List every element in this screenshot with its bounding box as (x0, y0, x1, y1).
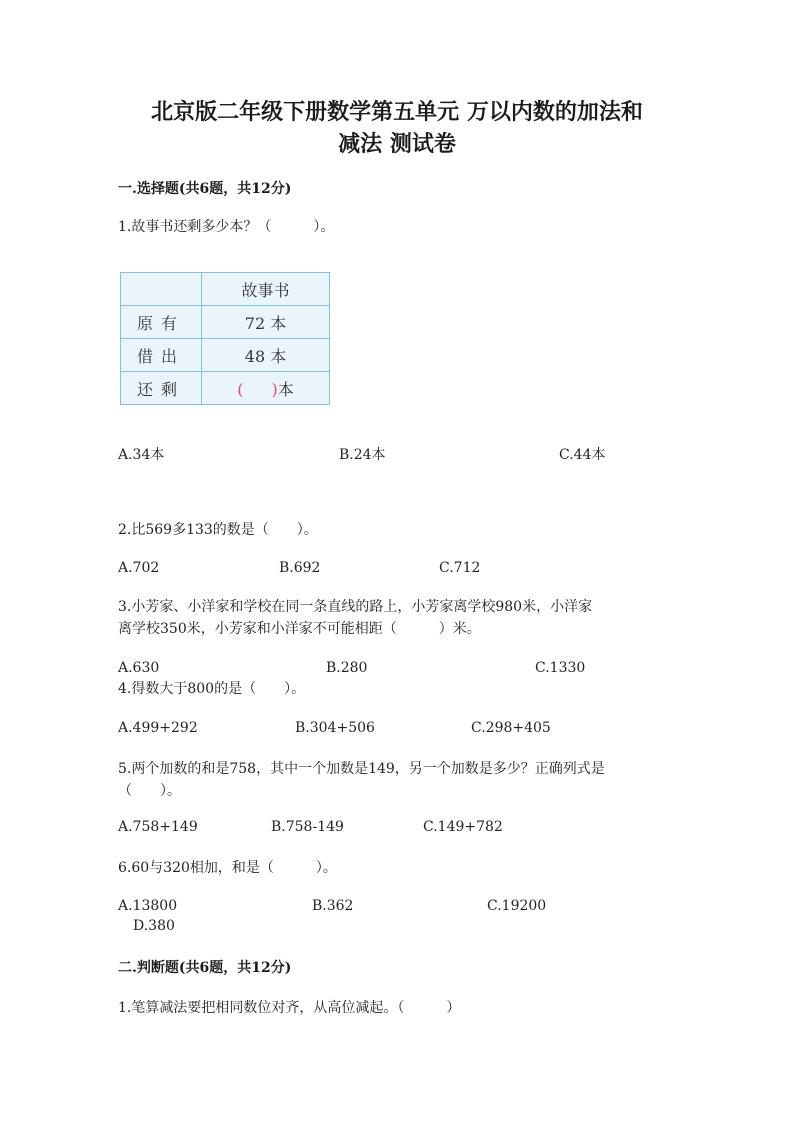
q1-option-a[interactable]: A.34本 (118, 447, 165, 463)
q1-option-b[interactable]: B.24本 (339, 447, 386, 463)
table-row-value: 48 本 (202, 339, 330, 372)
q6-option-c[interactable]: C.19200 (487, 898, 547, 914)
q2-option-a[interactable]: A.702 (118, 560, 160, 576)
q3-option-a[interactable]: A.630 (118, 660, 160, 676)
q6-option-d[interactable]: D.380 (133, 918, 175, 934)
q2-option-c[interactable]: C.712 (439, 560, 481, 576)
judgement-question-1-text: 1.笔算减法要把相同数位对齐，从高位减起。（ ） (118, 1000, 461, 1016)
section-heading-choice: 一.选择题(共6题，共12分) (118, 181, 292, 197)
table-row-label: 还剩 (121, 372, 202, 405)
blank-paren-close: ) (271, 379, 278, 399)
q2-option-b[interactable]: B.692 (279, 560, 321, 576)
question-2-text: 2.比569多133的数是（ ）。 (118, 522, 318, 538)
q1-option-c[interactable]: C.44本 (559, 447, 606, 463)
question-3-line-1: 3.小芳家、小洋家和学校在同一条直线的路上，小芳家离学校980米，小洋家 (118, 599, 593, 615)
table-row-label: 借出 (121, 339, 202, 372)
q5-option-b[interactable]: B.758-149 (271, 819, 344, 835)
section-heading-judgement: 二.判断题(共6题，共12分) (118, 960, 292, 976)
question-4-text: 4.得数大于800的是（ ）。 (118, 681, 306, 697)
q5-option-c[interactable]: C.149+782 (423, 819, 503, 835)
q5-option-a[interactable]: A.758+149 (118, 819, 198, 835)
table-corner-cell (121, 273, 202, 306)
table-row-blank (202, 372, 330, 405)
table-header-cell: 故事书 (202, 273, 330, 306)
q6-option-b[interactable]: B.362 (312, 898, 354, 914)
blank-paren-open: ( (237, 379, 244, 399)
question-5-line-1: 5.两个加数的和是758，其中一个加数是149，另一个加数是多少？正确列式是 (118, 761, 605, 777)
question-6-text: 6.60与320相加，和是（ ）。 (118, 860, 337, 876)
story-book-table (120, 272, 330, 405)
question-5-line-2: （ ）。 (118, 783, 181, 799)
table-row-label: 原有 (121, 306, 202, 339)
page-title-line-2: 减法 测试卷 (338, 131, 456, 157)
q4-option-c[interactable]: C.298+405 (471, 720, 551, 736)
q6-option-a[interactable]: A.13800 (118, 898, 178, 914)
question-3-line-2: 离学校350米，小芳家和小洋家不可能相距（ ）米。 (118, 621, 481, 637)
q3-option-b[interactable]: B.280 (326, 660, 368, 676)
q4-option-a[interactable]: A.499+292 (118, 720, 198, 736)
page-title-line-1: 北京版二年级下册数学第五单元 万以内数的加法和 (151, 99, 643, 125)
q4-option-b[interactable]: B.304+506 (295, 720, 375, 736)
table-row-value: 72 本 (202, 306, 330, 339)
q3-option-c[interactable]: C.1330 (535, 660, 586, 676)
blank-unit: 本 (277, 379, 294, 399)
question-1-text: 1.故事书还剩多少本？（ ）。 (118, 219, 335, 235)
